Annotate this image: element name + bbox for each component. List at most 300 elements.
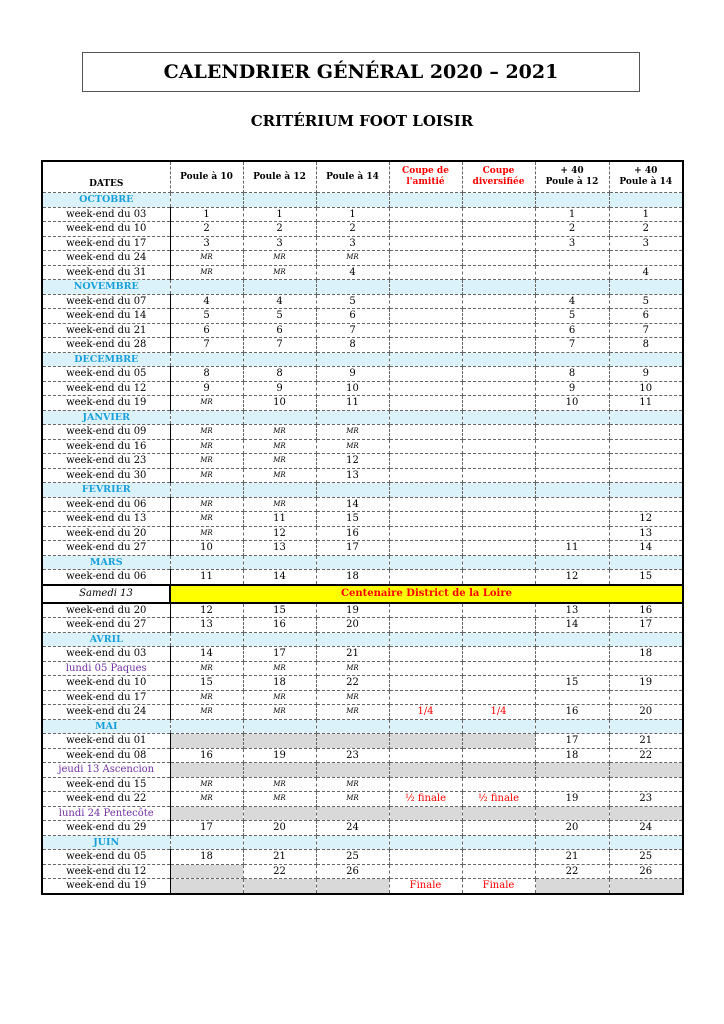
cell-poule-12: 19	[243, 748, 316, 763]
cell-coupe-diversifiee	[462, 512, 535, 527]
cell-coupe-amitie	[389, 661, 462, 676]
cell-plus40-poule-14	[609, 806, 683, 821]
month-row	[42, 483, 683, 498]
cell-plus40-poule-14: 26	[609, 864, 683, 879]
month-row-cell	[243, 352, 316, 367]
date-label: week-end du 12	[42, 381, 170, 396]
cell-poule-10: 17	[170, 821, 243, 836]
month-name: AVRIL	[42, 632, 170, 647]
month-row-cell	[462, 555, 535, 570]
month-row-cell	[243, 835, 316, 850]
date-label: week-end du 15	[42, 777, 170, 792]
cell-plus40-poule-14: 20	[609, 705, 683, 720]
cell-plus40-poule-14	[609, 879, 683, 894]
month-row-cell	[535, 719, 609, 734]
cell-poule-10: 14	[170, 647, 243, 662]
cell-coupe-amitie	[389, 603, 462, 618]
month-row	[42, 193, 683, 208]
month-name: JANVIER	[42, 410, 170, 425]
month-row-cell	[170, 632, 243, 647]
cell-poule-12: MR	[243, 454, 316, 469]
date-label: week-end du 22	[42, 792, 170, 807]
date-row	[42, 454, 683, 469]
month-row-cell	[535, 193, 609, 208]
date-label: week-end du 16	[42, 439, 170, 454]
cell-coupe-amitie	[389, 338, 462, 353]
month-row-cell	[389, 483, 462, 498]
cell-poule-10: MR	[170, 512, 243, 527]
cell-poule-14: 6	[316, 309, 389, 324]
cell-poule-12: MR	[243, 439, 316, 454]
cell-poule-14	[316, 763, 389, 778]
cell-plus40-poule-12	[535, 526, 609, 541]
cell-coupe-diversifiee	[462, 690, 535, 705]
month-row-cell	[609, 632, 683, 647]
header-plus40-poule-14: + 40 Poule à 14	[609, 161, 683, 193]
cell-poule-14: 8	[316, 338, 389, 353]
cell-plus40-poule-14: 5	[609, 294, 683, 309]
cell-poule-12: 20	[243, 821, 316, 836]
month-row-cell	[243, 410, 316, 425]
cell-poule-12: 4	[243, 294, 316, 309]
date-row	[42, 748, 683, 763]
month-row	[42, 719, 683, 734]
calendar-body	[42, 193, 683, 894]
month-row-cell	[170, 719, 243, 734]
cell-coupe-amitie	[389, 541, 462, 556]
cell-poule-12	[243, 734, 316, 749]
date-label: week-end du 20	[42, 526, 170, 541]
month-row	[42, 410, 683, 425]
cell-coupe-diversifiee	[462, 309, 535, 324]
cell-coupe-amitie	[389, 647, 462, 662]
cell-plus40-poule-12: 3	[535, 236, 609, 251]
date-row	[42, 864, 683, 879]
cell-plus40-poule-12: 20	[535, 821, 609, 836]
cell-plus40-poule-14	[609, 468, 683, 483]
cell-plus40-poule-12: 17	[535, 734, 609, 749]
cell-poule-14: 20	[316, 618, 389, 633]
cell-poule-12: MR	[243, 251, 316, 266]
cell-plus40-poule-14: 1	[609, 207, 683, 222]
cell-poule-10: MR	[170, 792, 243, 807]
month-row-cell	[609, 719, 683, 734]
month-row-cell	[389, 352, 462, 367]
cell-poule-12: 15	[243, 603, 316, 618]
header-poule-10: Poule à 10	[170, 161, 243, 193]
cell-poule-14: 15	[316, 512, 389, 527]
cell-poule-14: 9	[316, 367, 389, 382]
cell-coupe-diversifiee	[462, 618, 535, 633]
date-label: week-end du 20	[42, 603, 170, 618]
cell-coupe-amitie: Finale	[389, 879, 462, 894]
cell-coupe-diversifiee	[462, 734, 535, 749]
cell-poule-10: 2	[170, 222, 243, 237]
month-row-cell	[243, 193, 316, 208]
cell-coupe-amitie	[389, 777, 462, 792]
cell-plus40-poule-12: 14	[535, 618, 609, 633]
date-row	[42, 294, 683, 309]
date-label: week-end du 07	[42, 294, 170, 309]
date-row	[42, 265, 683, 280]
cell-plus40-poule-12: 21	[535, 850, 609, 865]
cell-coupe-diversifiee	[462, 570, 535, 585]
cell-poule-14: 23	[316, 748, 389, 763]
date-label: week-end du 19	[42, 396, 170, 411]
date-label: lundi 05 Paques	[42, 661, 170, 676]
cell-plus40-poule-14: 11	[609, 396, 683, 411]
cell-poule-12: 5	[243, 309, 316, 324]
cell-poule-10: 13	[170, 618, 243, 633]
cell-poule-12: 12	[243, 526, 316, 541]
cell-poule-12: 8	[243, 367, 316, 382]
month-row-cell	[316, 352, 389, 367]
cell-poule-10: 5	[170, 309, 243, 324]
cell-plus40-poule-12: 2	[535, 222, 609, 237]
month-row-cell	[389, 280, 462, 295]
cell-coupe-diversifiee	[462, 850, 535, 865]
cell-plus40-poule-12	[535, 468, 609, 483]
cell-poule-12: MR	[243, 777, 316, 792]
date-label: week-end du 09	[42, 425, 170, 440]
cell-coupe-diversifiee	[462, 806, 535, 821]
month-row-cell	[462, 719, 535, 734]
cell-poule-10: 7	[170, 338, 243, 353]
month-row-cell	[535, 410, 609, 425]
cell-coupe-amitie	[389, 439, 462, 454]
cell-poule-14: 4	[316, 265, 389, 280]
month-row-cell	[535, 280, 609, 295]
date-row	[42, 705, 683, 720]
month-row-cell	[389, 835, 462, 850]
cell-poule-12: 17	[243, 647, 316, 662]
date-label: week-end du 08	[42, 748, 170, 763]
date-label: week-end du 29	[42, 821, 170, 836]
month-row-cell	[462, 193, 535, 208]
cell-poule-12: 11	[243, 512, 316, 527]
event-banner: Centenaire District de la Loire	[170, 585, 683, 603]
date-row	[42, 806, 683, 821]
cell-poule-14: 22	[316, 676, 389, 691]
cell-coupe-amitie	[389, 222, 462, 237]
month-name: OCTOBRE	[42, 193, 170, 208]
cell-coupe-diversifiee	[462, 251, 535, 266]
cell-coupe-diversifiee	[462, 763, 535, 778]
cell-poule-10: MR	[170, 439, 243, 454]
page-title: CALENDRIER GÉNÉRAL 2020 – 2021	[82, 52, 640, 92]
date-row	[42, 821, 683, 836]
month-row-cell	[316, 280, 389, 295]
cell-plus40-poule-14: 12	[609, 512, 683, 527]
month-row-cell	[170, 410, 243, 425]
date-label: week-end du 27	[42, 541, 170, 556]
cell-coupe-amitie	[389, 570, 462, 585]
cell-coupe-diversifiee	[462, 661, 535, 676]
cell-coupe-diversifiee	[462, 294, 535, 309]
month-row-cell	[170, 280, 243, 295]
header-dates: DATES	[42, 161, 170, 193]
cell-plus40-poule-14: 22	[609, 748, 683, 763]
cell-poule-14: MR	[316, 792, 389, 807]
header-coupe-amitie: Coupe de l'amitié	[389, 161, 462, 193]
cell-coupe-amitie	[389, 690, 462, 705]
month-row-cell	[389, 555, 462, 570]
cell-poule-14: MR	[316, 251, 389, 266]
cell-coupe-diversifiee	[462, 207, 535, 222]
month-name: DECEMBRE	[42, 352, 170, 367]
date-row	[42, 792, 683, 807]
month-row-cell	[316, 555, 389, 570]
cell-poule-10: MR	[170, 425, 243, 440]
cell-poule-12: MR	[243, 265, 316, 280]
cell-coupe-diversifiee	[462, 526, 535, 541]
date-row	[42, 207, 683, 222]
cell-coupe-diversifiee	[462, 541, 535, 556]
cell-poule-12: MR	[243, 792, 316, 807]
date-label: lundi 24 Pentecôte	[42, 806, 170, 821]
cell-plus40-poule-12	[535, 806, 609, 821]
cell-coupe-diversifiee	[462, 222, 535, 237]
cell-poule-12: 21	[243, 850, 316, 865]
cell-plus40-poule-14	[609, 454, 683, 469]
cell-coupe-diversifiee	[462, 748, 535, 763]
cell-plus40-poule-12: 22	[535, 864, 609, 879]
cell-coupe-amitie	[389, 468, 462, 483]
date-label: week-end du 10	[42, 222, 170, 237]
cell-coupe-diversifiee	[462, 864, 535, 879]
cell-plus40-poule-14	[609, 763, 683, 778]
cell-plus40-poule-12	[535, 439, 609, 454]
cell-poule-10: 1	[170, 207, 243, 222]
cell-poule-10: 6	[170, 323, 243, 338]
date-row	[42, 309, 683, 324]
cell-plus40-poule-12: 16	[535, 705, 609, 720]
month-row	[42, 632, 683, 647]
month-name: JUIN	[42, 835, 170, 850]
cell-poule-14: MR	[316, 425, 389, 440]
cell-coupe-amitie	[389, 251, 462, 266]
cell-poule-12: 14	[243, 570, 316, 585]
month-row-cell	[389, 410, 462, 425]
cell-poule-12: MR	[243, 468, 316, 483]
cell-coupe-amitie	[389, 323, 462, 338]
cell-plus40-poule-14	[609, 439, 683, 454]
month-row-cell	[535, 835, 609, 850]
cell-poule-12: MR	[243, 497, 316, 512]
month-row-cell	[316, 410, 389, 425]
date-row	[42, 777, 683, 792]
cell-poule-14: 25	[316, 850, 389, 865]
date-row	[42, 367, 683, 382]
date-row	[42, 850, 683, 865]
cell-poule-10: 12	[170, 603, 243, 618]
cell-poule-12: MR	[243, 705, 316, 720]
date-row	[42, 570, 683, 585]
month-row	[42, 280, 683, 295]
header-poule-14: Poule à 14	[316, 161, 389, 193]
month-row-cell	[535, 483, 609, 498]
month-row-cell	[389, 719, 462, 734]
month-row	[42, 352, 683, 367]
cell-plus40-poule-12: 18	[535, 748, 609, 763]
month-row-cell	[462, 835, 535, 850]
date-row	[42, 222, 683, 237]
cell-poule-10: MR	[170, 661, 243, 676]
header-plus40-poule-12: + 40 Poule à 12	[535, 161, 609, 193]
cell-coupe-diversifiee: 1/4	[462, 705, 535, 720]
cell-coupe-amitie	[389, 425, 462, 440]
cell-coupe-amitie	[389, 294, 462, 309]
cell-coupe-diversifiee	[462, 676, 535, 691]
date-label: Samedi 13	[42, 585, 170, 603]
cell-poule-10: 4	[170, 294, 243, 309]
cell-poule-10	[170, 734, 243, 749]
cell-plus40-poule-14: 17	[609, 618, 683, 633]
cell-plus40-poule-14	[609, 661, 683, 676]
cell-plus40-poule-12	[535, 251, 609, 266]
cell-coupe-amitie	[389, 512, 462, 527]
month-row-cell	[243, 632, 316, 647]
header-poule-12: Poule à 12	[243, 161, 316, 193]
cell-coupe-diversifiee	[462, 777, 535, 792]
cell-plus40-poule-14: 3	[609, 236, 683, 251]
month-row-cell	[316, 483, 389, 498]
cell-plus40-poule-12: 4	[535, 294, 609, 309]
date-row	[42, 338, 683, 353]
date-label: week-end du 06	[42, 497, 170, 512]
date-row	[42, 647, 683, 662]
header-coupe-diversifiee: Coupe diversifiée	[462, 161, 535, 193]
cell-plus40-poule-14	[609, 777, 683, 792]
date-row	[42, 690, 683, 705]
cell-poule-12: 13	[243, 541, 316, 556]
cell-poule-14: 1	[316, 207, 389, 222]
cell-plus40-poule-12: 5	[535, 309, 609, 324]
cell-poule-10: 15	[170, 676, 243, 691]
cell-plus40-poule-12: 12	[535, 570, 609, 585]
cell-coupe-diversifiee: ½ finale	[462, 792, 535, 807]
header-row	[42, 161, 683, 193]
cell-coupe-diversifiee	[462, 367, 535, 382]
date-row	[42, 734, 683, 749]
cell-coupe-diversifiee	[462, 821, 535, 836]
month-row-cell	[316, 719, 389, 734]
date-row	[42, 439, 683, 454]
cell-poule-14: MR	[316, 705, 389, 720]
cell-poule-14: 11	[316, 396, 389, 411]
cell-poule-10: 10	[170, 541, 243, 556]
month-row-cell	[316, 193, 389, 208]
cell-poule-14: MR	[316, 439, 389, 454]
month-row-cell	[609, 555, 683, 570]
cell-plus40-poule-12: 8	[535, 367, 609, 382]
cell-plus40-poule-14: 10	[609, 381, 683, 396]
date-row	[42, 763, 683, 778]
date-row	[42, 425, 683, 440]
cell-poule-14: 10	[316, 381, 389, 396]
cell-coupe-diversifiee	[462, 425, 535, 440]
cell-poule-12	[243, 879, 316, 894]
cell-poule-10: MR	[170, 705, 243, 720]
cell-plus40-poule-12: 6	[535, 323, 609, 338]
cell-coupe-amitie: ½ finale	[389, 792, 462, 807]
cell-plus40-poule-14: 8	[609, 338, 683, 353]
date-label: week-end du 17	[42, 236, 170, 251]
cell-poule-12: 3	[243, 236, 316, 251]
cell-poule-12: MR	[243, 690, 316, 705]
cell-poule-10: MR	[170, 777, 243, 792]
cell-plus40-poule-12: 19	[535, 792, 609, 807]
cell-plus40-poule-12: 7	[535, 338, 609, 353]
date-row	[42, 618, 683, 633]
cell-coupe-amitie	[389, 309, 462, 324]
cell-plus40-poule-12	[535, 661, 609, 676]
cell-poule-12: 9	[243, 381, 316, 396]
date-label: jeudi 13 Ascencion	[42, 763, 170, 778]
date-label: week-end du 21	[42, 323, 170, 338]
cell-plus40-poule-14: 6	[609, 309, 683, 324]
cell-coupe-amitie	[389, 748, 462, 763]
cell-poule-10	[170, 763, 243, 778]
cell-coupe-amitie	[389, 381, 462, 396]
cell-poule-14: 26	[316, 864, 389, 879]
month-row-cell	[609, 835, 683, 850]
date-row	[42, 323, 683, 338]
cell-poule-14: 19	[316, 603, 389, 618]
date-row	[42, 879, 683, 894]
cell-plus40-poule-14	[609, 497, 683, 512]
month-row-cell	[609, 352, 683, 367]
cell-coupe-amitie	[389, 454, 462, 469]
cell-plus40-poule-12	[535, 454, 609, 469]
cell-coupe-amitie	[389, 734, 462, 749]
cell-coupe-diversifiee	[462, 468, 535, 483]
cell-poule-10	[170, 879, 243, 894]
cell-plus40-poule-14: 14	[609, 541, 683, 556]
cell-poule-10: MR	[170, 690, 243, 705]
cell-poule-14: 3	[316, 236, 389, 251]
date-label: week-end du 05	[42, 850, 170, 865]
month-row-cell	[389, 193, 462, 208]
cell-coupe-amitie	[389, 526, 462, 541]
date-label: week-end du 10	[42, 676, 170, 691]
cell-coupe-diversifiee	[462, 603, 535, 618]
cell-coupe-amitie	[389, 618, 462, 633]
cell-coupe-amitie	[389, 207, 462, 222]
cell-poule-10: MR	[170, 454, 243, 469]
date-label: week-end du 01	[42, 734, 170, 749]
cell-plus40-poule-14: 9	[609, 367, 683, 382]
date-row	[42, 251, 683, 266]
cell-plus40-poule-14: 19	[609, 676, 683, 691]
date-row	[42, 603, 683, 618]
date-label: week-end du 05	[42, 367, 170, 382]
cell-plus40-poule-14: 23	[609, 792, 683, 807]
cell-poule-10: 16	[170, 748, 243, 763]
cell-poule-10: 18	[170, 850, 243, 865]
cell-plus40-poule-12	[535, 777, 609, 792]
cell-plus40-poule-12	[535, 763, 609, 778]
cell-plus40-poule-12	[535, 425, 609, 440]
month-row-cell	[462, 280, 535, 295]
date-row	[42, 381, 683, 396]
month-row-cell	[170, 835, 243, 850]
month-name: NOVEMBRE	[42, 280, 170, 295]
cell-coupe-diversifiee	[462, 381, 535, 396]
calendar-table	[41, 160, 684, 895]
cell-poule-14: 17	[316, 541, 389, 556]
cell-plus40-poule-14: 13	[609, 526, 683, 541]
